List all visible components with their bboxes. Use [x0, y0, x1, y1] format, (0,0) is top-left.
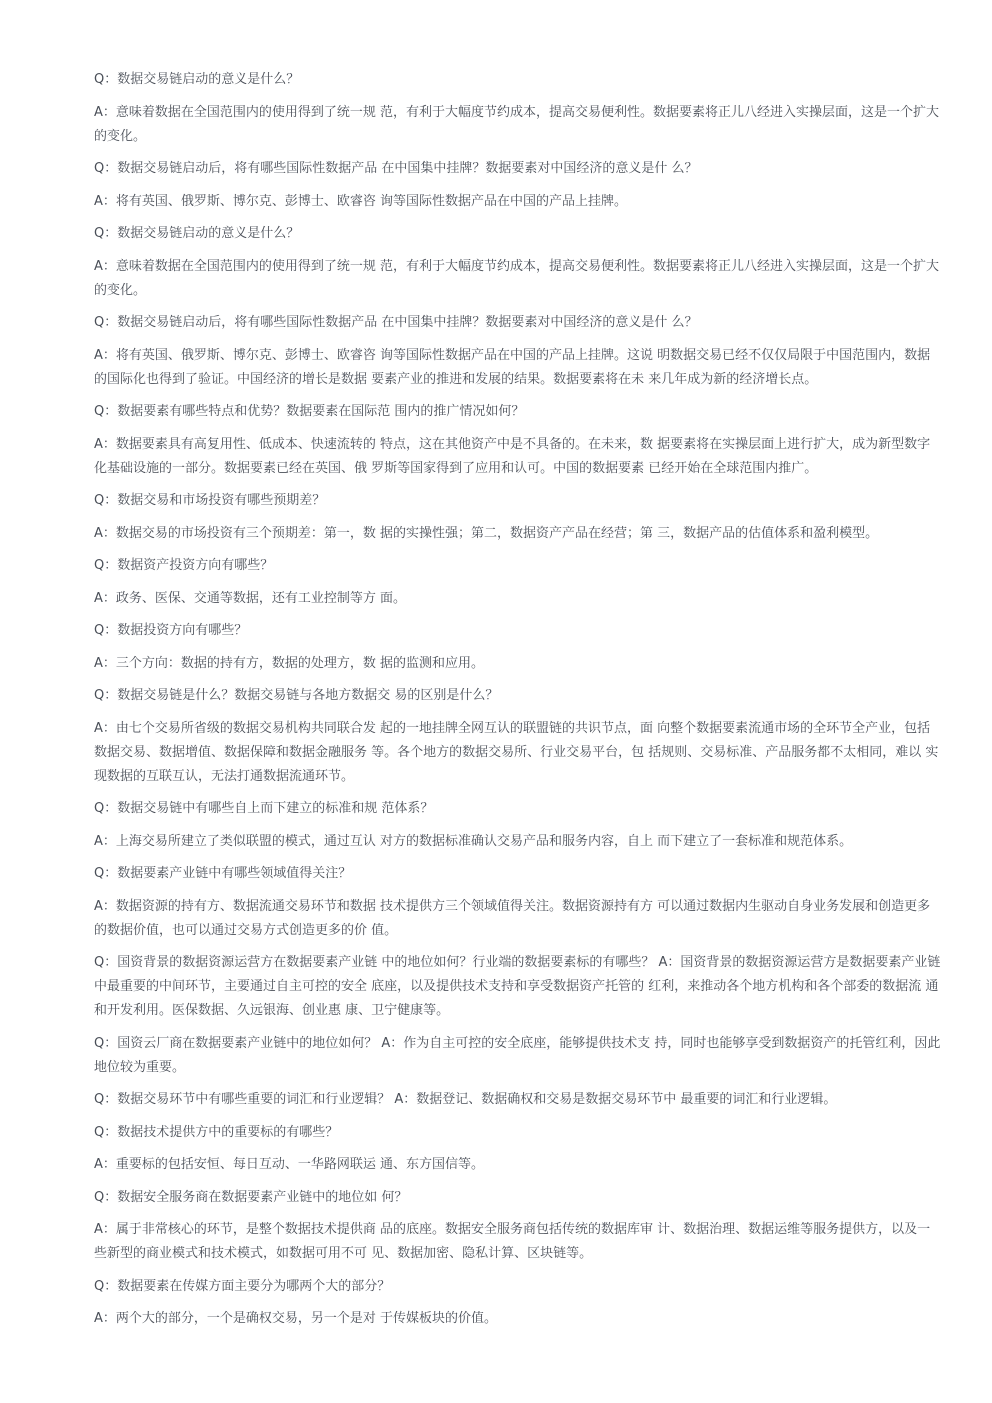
question-paragraph: Q：数据交易链启动后，将有哪些国际性数据产品 在中国集中挂牌？数据要素对中国经济的意义是什 么？ — [94, 315, 698, 330]
question-paragraph: Q：数据要素产业链中有哪些领域值得关注？ — [94, 866, 352, 881]
question-paragraph: Q：数据要素在传媒方面主要分为哪两个大的部分？ — [94, 1278, 391, 1294]
answer-paragraph: A：上海交易所建立了类似联盟的模式，通过互认 对方的数据标准确认交易产品和服务内容，自上 而下建立了一套标准和规范体系。 — [94, 833, 853, 849]
answer-paragraph: A：将有英国、俄罗斯、博尔克、彭博士、欧睿咨 询等国际性数据产品在中国的产品上挂牌。这说 明数据交易已经不仅仅局限于中国范围内，数据 的国际化也得到了验证。中国经济的增长是数据 要素产业的推进和发展的结果。数据要素将在未 来几年成为新的经济增长点。 — [94, 347, 931, 387]
answer-paragraph: A：数据资源的持有方、数据流通交易环节和数据 技术提供方三个领域值得关注。数据资源持有方 可以通过数据内生驱动自身业务发展和创造更多 的数据价值，也可以通过交易方式创造更多的价 值。 — [94, 898, 931, 938]
answer-paragraph: A：意味着数据在全国范围内的使用得到了统一规 范，有利于大幅度节约成本，提高交易便利性。数据要素将正儿八经进入实操层面，这是一个扩大的变化。 — [94, 258, 940, 298]
answer-paragraph: A：意味着数据在全国范围内的使用得到了统一规 范，有利于大幅度节约成本，提高交易便利性。数据要素将正儿八经进入实操层面，这是一个扩大的变化。 — [94, 104, 940, 144]
answer-paragraph: A：重要标的包括安恒、每日互动、一华路网联运 通、东方国信等。 — [94, 1157, 485, 1172]
question-paragraph: Q：数据安全服务商在数据要素产业链中的地位如 何？ — [94, 1189, 408, 1205]
question-paragraph: Q：国资云厂商在数据要素产业链中的地位如何？ A：作为自主可控的安全底座，能够提供技术支 持，同时也能够享受到数据资产的托管红利，因此地位较为重要。 — [94, 1035, 941, 1075]
question-paragraph: Q：国资背景的数据资源运营方在数据要素产业链 中的地位如何？行业端的数据要素标的有哪些？ A：国资背景的数据资源运营方是数据要素产业链 中最重要的中间环节，主要通过自主可控的安全 底座，以及提供技术支持和享受数据资产托管的 红利，来推动各个地方机构和各个部委的数据流 通和开发利用。医保数据、久远银海、创业惠 康、卫宁健康等。 — [94, 955, 941, 1018]
answer-paragraph: A：将有英国、俄罗斯、博尔克、彭博士、欧睿咨 询等国际性数据产品在中国的产品上挂牌。 — [94, 193, 628, 209]
question-paragraph: Q：数据交易链启动的意义是什么？ — [94, 72, 300, 87]
answer-paragraph: A：数据要素具有高复用性、低成本、快速流转的 特点，这在其他资产中是不具备的。在未来，数 据要素将在实操层面上进行扩大，成为新型数字 化基础设施的一部分。数据要素已经在英国、俄 罗斯等国家得到了应用和认可。中国的数据要素 已经开始在全球范围内推广。 — [94, 436, 931, 476]
question-paragraph: Q：数据交易链是什么？数据交易链与各地方数据交 易的区别是什么？ — [94, 688, 499, 703]
answer-paragraph: A：政务、医保、交通等数据，还有工业控制等方 面。 — [94, 590, 407, 606]
question-paragraph: Q：数据交易和市场投资有哪些预期差？ — [94, 493, 326, 508]
question-paragraph: Q：数据交易链启动的意义是什么？ — [94, 226, 300, 241]
question-paragraph: Q：数据投资方向有哪些？ — [94, 623, 248, 638]
question-paragraph: Q：数据交易环节中有哪些重要的词汇和行业逻辑？ A：数据登记、数据确权和交易是数据交易环节中 最重要的词汇和行业逻辑。 — [94, 1092, 837, 1107]
answer-paragraph: A：两个大的部分，一个是确权交易，另一个是对 于传媒板块的价值。 — [94, 1311, 498, 1326]
answer-paragraph: A：数据交易的市场投资有三个预期差：第一，数 据的实操性强；第二，数据资产产品在经营；第 三，数据产品的估值体系和盈利模型。 — [94, 525, 879, 541]
question-paragraph: Q：数据要素有哪些特点和优势？数据要素在国际范 围内的推广情况如何？ — [94, 404, 525, 419]
answer-paragraph: A：属于非常核心的环节，是整个数据技术提供商 品的底座。数据安全服务商包括传统的数据库审 计、数据治理、数据运维等服务提供方，以及一 些新型的商业模式和技术模式，如数据可用不可 见、数据加密、隐私计算、区块链等。 — [94, 1222, 931, 1261]
question-paragraph: Q：数据资产投资方向有哪些？ — [94, 558, 274, 573]
qa-content — [94, 68, 944, 1340]
question-paragraph: Q：数据交易链中有哪些自上而下建立的标准和规 范体系？ — [94, 801, 434, 816]
answer-paragraph: A：三个方向：数据的持有方，数据的处理方，数 据的监测和应用。 — [94, 655, 485, 671]
answer-paragraph: A：由七个交易所省级的数据交易机构共同联合发 起的一地挂牌全网互认的联盟链的共识节点，面 向整个数据要素流通市场的全环节全产业，包括 数据交易、数据增值、数据保障和数据金融服务 等。各个地方的数据交易所、行业交易平台，包 括规则、交易标准、产品服务都不太相同，难以 实现数据的互联互认，无法打通数据流通环节。 — [94, 720, 939, 784]
question-paragraph: Q：数据技术提供方中的重要标的有哪些？ — [94, 1124, 339, 1140]
question-paragraph: Q：数据交易链启动后，将有哪些国际性数据产品 在中国集中挂牌？数据要素对中国经济的意义是什 么？ — [94, 161, 698, 176]
